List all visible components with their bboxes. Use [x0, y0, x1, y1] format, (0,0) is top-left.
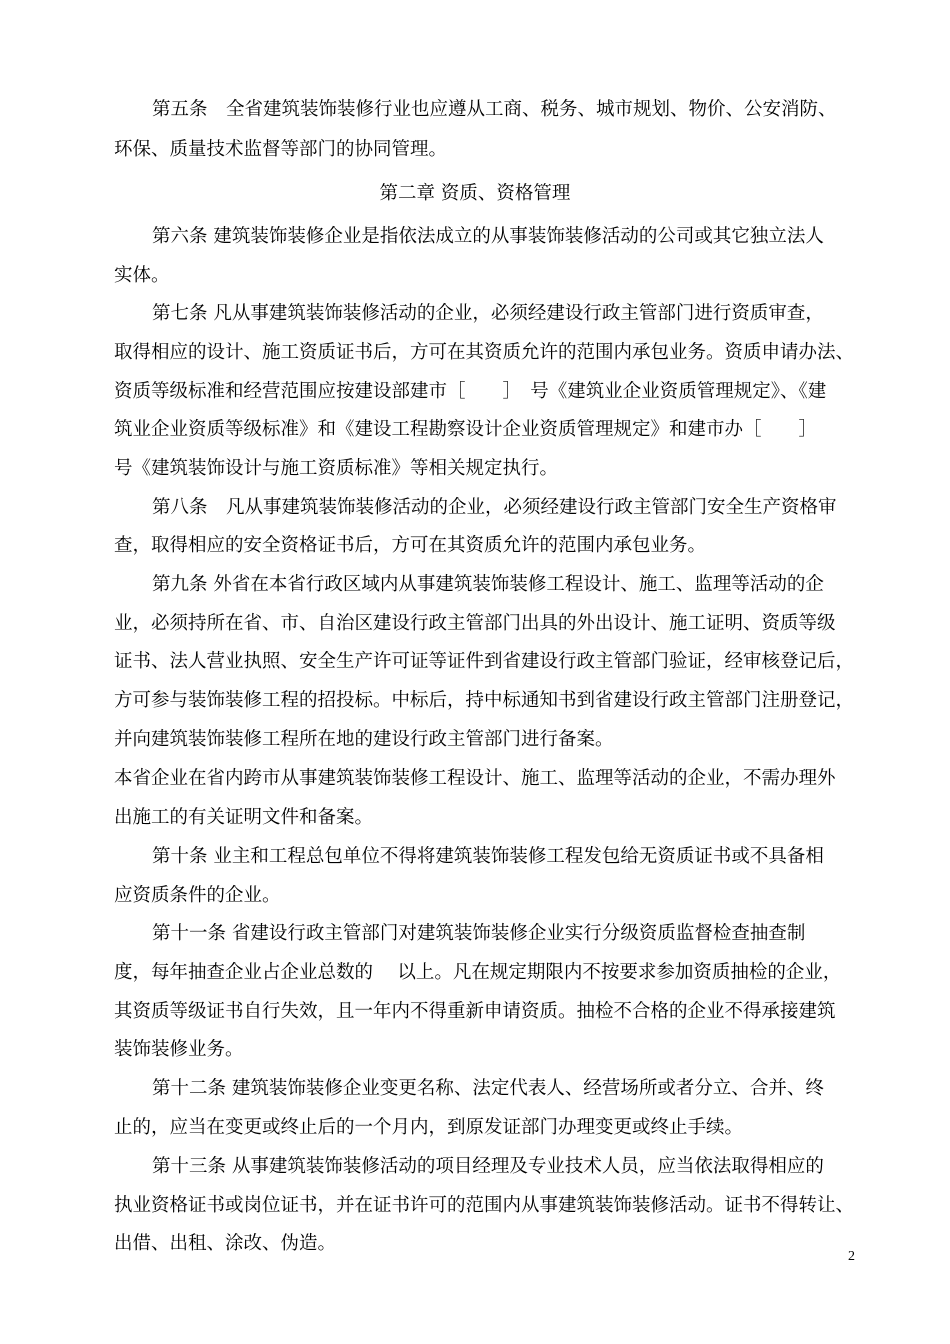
page-number: 2 [848, 1249, 855, 1264]
article-11-line-4: 装饰装修业务。 [114, 1039, 244, 1060]
article-7-line-5: 号《建筑装饰设计与施工资质标准》等相关规定执行。 [114, 458, 559, 479]
paragraph-line-1: 本省企业在省内跨市从事建筑装饰装修工程设计、施工、监理等活动的企业，不需办理外 [114, 768, 836, 789]
article-10-line-1: 第十条 业主和工程总包单位不得将建筑装饰装修工程发包给无资质证书或不具备相 [152, 846, 824, 867]
article-7-line-1: 第七条 凡从事建筑装饰装修活动的企业，必须经建设行政主管部门进行资质审查， [152, 303, 824, 324]
article-12-line-2: 止的，应当在变更或终止后的一个月内，到原发证部门办理变更或终止手续。 [114, 1117, 744, 1138]
article-13-line-2: 执业资格证书或岗位证书，并在证书许可的范围内从事建筑装饰装修活动。证书不得转让、 [114, 1195, 855, 1216]
article-6-line-2: 实体。 [114, 265, 170, 286]
article-13-line-3: 出借、出租、涂改、伪造。 [114, 1233, 337, 1254]
article-11-line-3: 其资质等级证书自行失效，且一年内不得重新申请资质。抽检不合格的企业不得承接建筑 [114, 1001, 836, 1022]
article-9-line-5: 并向建筑装饰装修工程所在地的建设行政主管部门进行备案。 [114, 729, 614, 750]
article-12-line-1: 第十二条 建筑装饰装修企业变更名称、法定代表人、经营场所或者分立、合并、终 [152, 1078, 824, 1099]
article-11-line-1: 第十一条 省建设行政主管部门对建筑装饰装修企业实行分级资质监督检查抽查制 [152, 923, 806, 944]
article-11-line-2: 度，每年抽查企业占企业总数的 以上。凡在规定期限内不按要求参加资质抽检的企业， [114, 962, 842, 983]
article-6-line-1: 第六条 建筑装饰装修企业是指依法成立的从事装饰装修活动的公司或其它独立法人 [152, 226, 824, 247]
article-8-line-2: 查，取得相应的安全资格证书后，方可在其资质允许的范围内承包业务。 [114, 535, 707, 556]
paragraph-line-2: 出施工的有关证明文件和备案。 [114, 807, 374, 828]
article-7-line-3: 资质等级标准和经营范围应按建设部建市［ ］ 号《建筑业企业资质管理规定》、《建 [114, 381, 827, 402]
article-5-line-2: 环保、质量技术监督等部门的协同管理。 [114, 139, 448, 160]
article-9-line-2: 业，必须持所在省、市、自治区建设行政主管部门出具的外出设计、施工证明、资质等级 [114, 613, 836, 634]
article-9-line-1: 第九条 外省在本省行政区域内从事建筑装饰装修工程设计、施工、监理等活动的企 [152, 574, 824, 595]
article-9-line-4: 方可参与装饰装修工程的招投标。中标后，持中标通知书到省建设行政主管部门注册登记， [114, 690, 855, 711]
article-13-line-1: 第十三条 从事建筑装饰装修活动的项目经理及专业技术人员，应当依法取得相应的 [152, 1156, 824, 1177]
chapter-heading: 第二章 资质、资格管理 [379, 183, 571, 204]
article-7-line-4: 筑业企业资质等级标准》和《建设工程勘察设计企业资质管理规定》和建市办［ ］ [114, 419, 818, 440]
article-7-line-2: 取得相应的设计、施工资质证书后，方可在其资质允许的范围内承包业务。资质申请办法、 [114, 342, 855, 363]
article-8-line-1: 第八条 凡从事建筑装饰装修活动的企业，必须经建设行政主管部门安全生产资格审 [152, 497, 837, 518]
article-9-line-3: 证书、法人营业执照、安全生产许可证等证件到省建设行政主管部门验证，经审核登记后， [114, 651, 855, 672]
article-5-line-1: 第五条 全省建筑装饰装修行业也应遵从工商、税务、城市规划、物价、公安消防、 [152, 99, 837, 120]
article-10-line-2: 应资质条件的企业。 [114, 885, 281, 906]
